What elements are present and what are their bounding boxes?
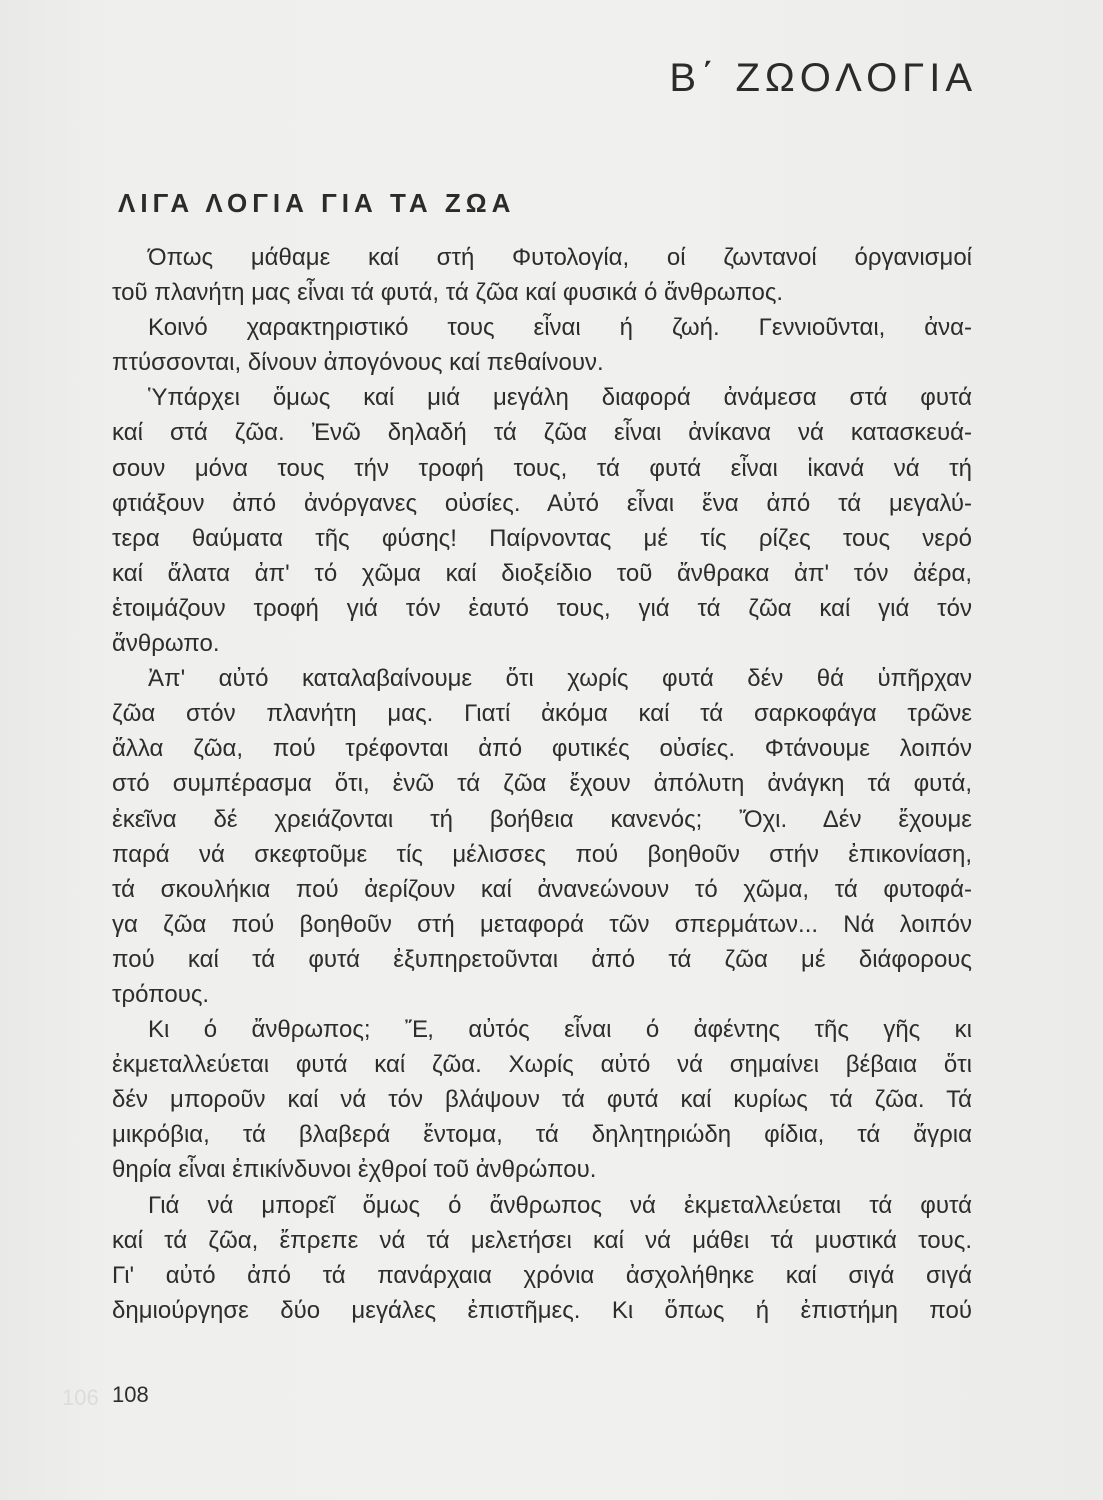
text-line: ἄλλα ζῶα, πού τρέφονται ἀπό φυτικές οὐσίες. Φτάνουμε λοιπόν [112,735,972,763]
show-through-page-number: 106 [62,1385,99,1410]
section-title: ΛΙΓΑ ΛΟΓΙΑ ΓΙΑ ΤΑ ΖΩΑ [118,188,516,218]
text-line: Ὑπάρχει ὅμως καί μιά μεγάλη διαφορά ἀνάμεσα στά φυτά [148,384,972,412]
paragraph [112,310,972,380]
page-number: 108 [112,1382,149,1407]
text-line: στό συμπέρασμα ὅτι, ἐνῶ τά ζῶα ἔχουν ἀπόλυτη ἀνάγκη τά φυτά, [112,770,972,798]
text-line: δημιούργησε δύο μεγάλες ἐπιστῆμες. Κι ὅπως ή ἐπιστήμη πού [112,1296,972,1324]
text-line: τά σκουλήκια πού ἀερίζουν καί ἀνανεώνουν τό χῶμα, τά φυτοφά- [112,875,972,903]
text-line: πού καί τά φυτά ἐξυπηρετοῦνται ἀπό τά ζῶα μέ διάφορους [112,945,972,973]
text-line: ἑτοιμάζουν τροφή γιά τόν ἑαυτό τους, γιά τά ζῶα καί γιά τόν [112,594,972,622]
text-line: φτιάξουν ἀπό ἀνόργανες οὐσίες. Αὐτό εἶναι ἕνα ἀπό τά μεγαλύ- [112,489,972,517]
text-line: μικρόβια, τά βλαβερά ἔντομα, τά δηλητηριώδη φίδια, τά ἄγρια [112,1121,972,1149]
text-line: γα ζῶα πού βοηθοῦν στή μεταφορά τῶν σπερμάτων... Νά λοιπόν [112,910,972,938]
text-line: δέν μποροῦν καί νά τόν βλάψουν τά φυτά καί κυρίως τά ζῶα. Τά [112,1086,972,1114]
text-line: τοῦ πλανήτη μας εἶναι τά φυτά, τά ζῶα καί φυσικά ό ἄνθρωπος. [112,279,784,307]
text-line: Γιά νά μπορεῖ ὅμως ό ἄνθρωπος νά ἐκμεταλλεύεται τά φυτά [148,1191,972,1219]
body-text [112,240,972,1328]
paragraph [112,1188,972,1328]
text-line: τερα θαύματα τῆς φύσης! Παίρνοντας μέ τίς ρίζες τους νερό [112,524,972,552]
text-line: καί στά ζῶα. Ἐνῶ δηλαδή τά ζῶα εἶναι ἀνίκανα νά κατασκευά- [112,419,972,447]
text-line: σουν μόνα τους τήν τροφή τους, τά φυτά εἶναι ἱκανά νά τή [112,454,972,482]
text-line: ἐκεῖνα δέ χρειάζονται τή βοήθεια κανενός; Ὄχι. Δέν ἔχουμε [112,805,972,833]
text-line: καί ἅλατα ἀπ' τό χῶμα καί διοξείδιο τοῦ ἄνθρακα ἀπ' τόν ἀέρα, [112,559,972,587]
text-line: θηρία εἶναι ἐπικίνδυνοι ἐχθροί τοῦ ἀνθρώπου. [112,1156,597,1184]
text-line: παρά νά σκεφτοῦμε τίς μέλισσες πού βοηθοῦν στήν ἐπικονίαση, [112,840,972,868]
text-line: Γι' αὐτό ἀπό τά πανάρχαια χρόνια ἀσχολήθηκε καί σιγά σιγά [112,1261,972,1289]
text-line: ζῶα στόν πλανήτη μας. Γιατί ἀκόμα καί τά σαρκοφάγα τρῶνε [112,700,972,728]
text-line: ἐκμεταλλεύεται φυτά καί ζῶα. Χωρίς αὐτό νά σημαίνει βέβαια ὅτι [112,1051,972,1079]
text-line: ἄνθρωπο. [112,630,220,658]
text-line: πτύσσονται, δίνουν ἀπογόνους καί πεθαίνουν. [112,349,604,377]
text-line: Ἀπ' αὐτό καταλαβαίνουμε ὅτι χωρίς φυτά δέν θά ὑπῆρχαν [148,665,972,693]
text-line: τρόπους. [112,980,210,1008]
text-line: Όπως μάθαμε καί στή Φυτολογία, οί ζωντανοί όργανισμοί [148,244,972,271]
paragraph [112,380,972,661]
paragraph [112,1012,972,1187]
text-line: Κοινό χαρακτηριστικό τους εἶναι ή ζωή. Γεννιοῦνται, ἀνα- [148,314,972,342]
text-line: καί τά ζῶα, ἔπρεπε νά τά μελετήσει καί νά μάθει τά μυστικά τους. [112,1226,972,1254]
chapter-title: Β΄ ΖΩΟΛΟΓΙΑ [669,56,977,100]
paragraph [112,661,972,1012]
paragraph [112,240,972,310]
text-line: Κι ό ἄνθρωπος; Ἔ, αὐτός εἶναι ό ἀφέντης τῆς γῆς κι [148,1016,972,1044]
